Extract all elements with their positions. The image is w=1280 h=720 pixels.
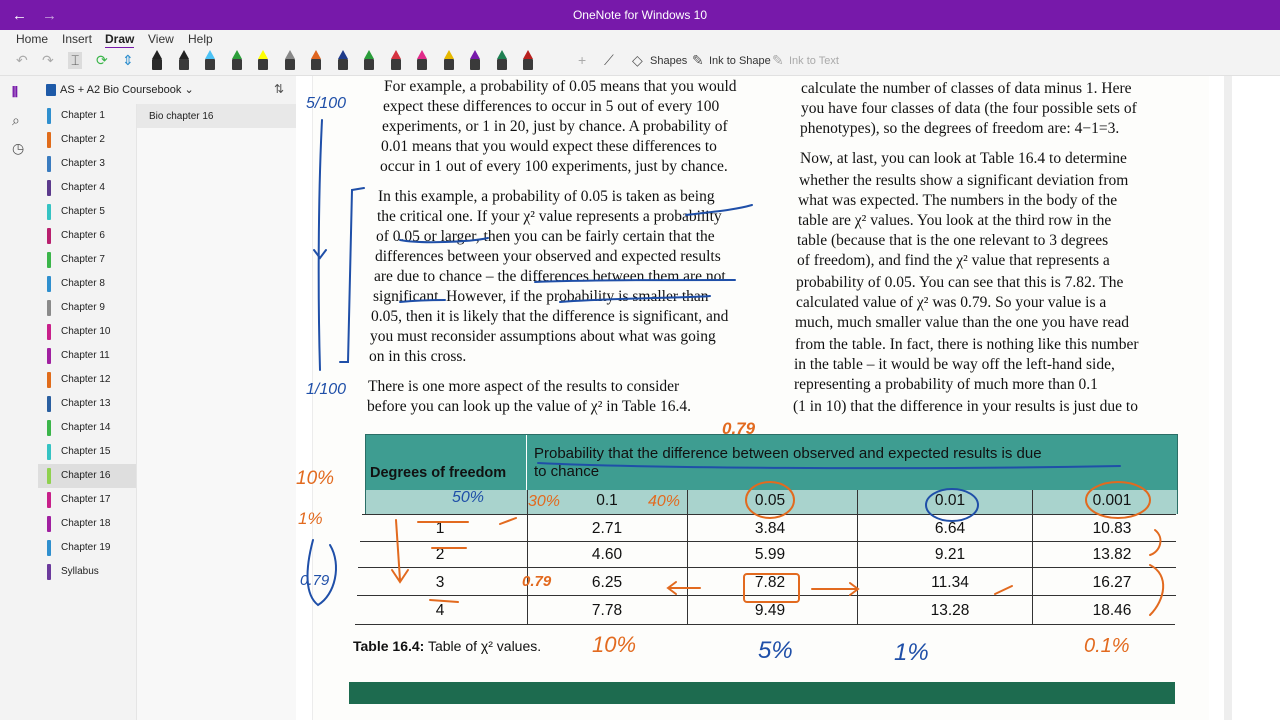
df-cell: 3 <box>435 574 445 591</box>
chi-square-cell: 5.99 <box>754 546 786 563</box>
recent-notes-icon[interactable]: ◷ <box>12 140 25 156</box>
undo-icon[interactable]: ↶ <box>16 52 28 68</box>
text-line: Now, at last, you can look at Table 16.4 to determine <box>800 150 1127 167</box>
section-item[interactable] <box>38 224 136 248</box>
probability-header-cell: 0.001 <box>1092 492 1132 509</box>
chi-square-cell: 18.46 <box>1092 602 1132 619</box>
section-label: Chapter 17 <box>61 494 111 505</box>
probability-header-cont: to chance <box>534 463 600 480</box>
pen-6-icon[interactable] <box>284 50 296 72</box>
table-row-line <box>357 595 1176 596</box>
ink-5-100: 5/100 <box>306 95 347 112</box>
section-item[interactable] <box>38 392 136 416</box>
forward-arrow-icon[interactable]: → <box>42 7 57 24</box>
ink-10pct-label: 10% <box>592 632 637 657</box>
probability-header-cell: 0.01 <box>934 492 966 509</box>
ink-to-text-icon[interactable]: ✎ <box>772 52 784 68</box>
section-color-tab <box>47 108 51 124</box>
table-col-line <box>857 490 858 624</box>
text-line: of freedom), and find the χ² value that represents a <box>797 252 1110 269</box>
redo-icon[interactable]: ↷ <box>42 52 54 68</box>
chi-square-cell: 16.27 <box>1092 574 1132 591</box>
section-label: Chapter 10 <box>61 326 111 337</box>
back-arrow-icon[interactable]: ← <box>12 7 27 24</box>
tab-insert[interactable]: Insert <box>62 32 93 46</box>
ribbon-tabs <box>0 30 1280 48</box>
probability-header-cell: 0.1 <box>596 492 618 509</box>
chi-square-cell: 6.25 <box>591 574 623 591</box>
section-label: Chapter 6 <box>61 230 105 241</box>
section-label: Chapter 14 <box>61 422 111 433</box>
section-item[interactable] <box>38 464 136 488</box>
section-item[interactable] <box>38 200 136 224</box>
text-line: calculate the number of classes of data minus 1. Here <box>801 80 1132 97</box>
text-line: of 0.05 or larger, then you can be fairly certain that the <box>376 228 715 245</box>
probability-header-cell: 0.05 <box>754 492 786 509</box>
ink-079-circled: 0.79 <box>300 572 330 589</box>
section-label: Chapter 18 <box>61 518 111 529</box>
section-item[interactable] <box>38 152 136 176</box>
probability-header: Probability that the difference between observed and expected results is due <box>534 445 1042 462</box>
ruler-icon[interactable]: ⟋ <box>604 52 614 68</box>
section-label: Chapter 4 <box>61 182 105 193</box>
section-color-tab <box>47 228 51 244</box>
draw-toolbar <box>0 48 1280 76</box>
table-header <box>365 434 1178 492</box>
tab-view[interactable]: View <box>148 32 174 46</box>
text-line: significant. However, if the probability is smaller than <box>373 288 709 305</box>
type-select-icon[interactable]: ⌶ <box>68 52 82 69</box>
section-item[interactable] <box>38 536 136 560</box>
section-item[interactable] <box>38 560 136 584</box>
pen-13-icon[interactable] <box>469 50 481 72</box>
pen-5-icon[interactable] <box>257 50 269 72</box>
pen-12-icon[interactable] <box>443 50 455 72</box>
add-space-icon[interactable]: ⇕ <box>122 52 134 68</box>
pen-10-icon[interactable] <box>390 50 402 72</box>
ink-30pct: 30% <box>528 493 561 510</box>
section-item[interactable] <box>38 296 136 320</box>
section-item[interactable] <box>38 440 136 464</box>
text-line: calculated value of χ² was 0.79. So your value is a <box>796 294 1107 311</box>
section-item[interactable] <box>38 248 136 272</box>
section-color-tab <box>47 516 51 532</box>
section-label: Chapter 3 <box>61 158 105 169</box>
pen-9-icon[interactable] <box>363 50 375 72</box>
ink-to-text-button[interactable]: Ink to Text <box>789 55 839 67</box>
chi-square-cell: 10.83 <box>1092 520 1132 537</box>
section-label: Chapter 19 <box>61 542 111 553</box>
section-label: Chapter 16 <box>61 470 111 481</box>
section-item[interactable] <box>38 320 136 344</box>
window-title: OneNote for Windows 10 <box>572 8 708 22</box>
section-color-tab <box>47 372 51 388</box>
section-label: Chapter 12 <box>61 374 111 385</box>
text-line: occur in 1 out of every 100 experiments, just by chance. <box>380 158 728 175</box>
section-color-tab <box>47 540 51 556</box>
text-line: probability of 0.05. You can see that this is 7.82. The <box>796 274 1124 291</box>
section-color-tab <box>47 132 51 148</box>
text-line: There is one more aspect of the results to consider <box>368 378 680 395</box>
section-item[interactable] <box>38 272 136 296</box>
section-color-tab <box>47 444 51 460</box>
section-label: Chapter 15 <box>61 446 111 457</box>
text-line: the critical one. If your χ² value represents a probability <box>377 208 722 225</box>
nav-rail <box>0 76 39 720</box>
text-line: whether the results show a significant deviation from <box>799 172 1129 189</box>
table-caption: Table 16.4: Table of χ² values. <box>353 638 542 654</box>
page-footer-bar <box>349 682 1175 704</box>
section-color-tab <box>47 180 51 196</box>
text-line: For example, a probability of 0.05 means that you would <box>384 78 737 95</box>
pen-8-icon[interactable] <box>337 50 349 72</box>
text-line: 0.05, then it is likely that the difference is significant, and <box>371 308 729 325</box>
ink-40pct: 40% <box>648 493 681 510</box>
df-header: Degrees of freedom <box>370 465 507 481</box>
section-color-tab <box>47 564 51 580</box>
chi-square-cell: 7.82 <box>754 574 786 591</box>
df-cell: 1 <box>435 520 445 537</box>
section-color-tab <box>47 396 51 412</box>
title-bar <box>0 0 1280 30</box>
section-label: Chapter 11 <box>61 350 110 361</box>
ink-10-percent: 10% <box>296 468 335 489</box>
chi-square-cell: 11.34 <box>931 574 969 591</box>
chi-square-cell: 9.21 <box>934 546 966 563</box>
pen-15-icon[interactable] <box>522 50 534 72</box>
section-label: Chapter 8 <box>61 278 105 289</box>
section-color-tab <box>47 468 51 484</box>
df-cell: 2 <box>435 546 445 563</box>
section-item[interactable] <box>38 368 136 392</box>
ink-5pct-label: 5% <box>758 637 793 664</box>
table-row-line <box>358 567 1176 568</box>
table-row-line <box>362 514 1176 515</box>
text-line: from the table. In fact, there is nothing like this number <box>795 336 1139 353</box>
text-line: on in this cross. <box>369 348 467 365</box>
search-icon[interactable]: ⌕ <box>12 112 20 128</box>
chi-square-cell: 2.71 <box>591 520 623 537</box>
section-label: Syllabus <box>61 566 99 577</box>
notebook-header[interactable] <box>38 76 296 104</box>
section-label: Chapter 13 <box>61 398 111 409</box>
pen-3-icon[interactable] <box>204 50 216 72</box>
text-line: representing a probability of much more than 0.1 <box>794 376 1098 393</box>
section-item[interactable] <box>38 176 136 200</box>
section-label: Chapter 5 <box>61 206 105 217</box>
section-item[interactable] <box>38 416 136 440</box>
section-label: Chapter 1 <box>61 110 105 121</box>
section-color-tab <box>47 420 51 436</box>
table-row-line <box>355 624 1175 625</box>
tab-help[interactable]: Help <box>188 32 213 46</box>
notebook-icon <box>46 84 56 96</box>
ink-50pct: 50% <box>452 489 485 506</box>
chi-square-cell: 4.60 <box>591 546 623 563</box>
ink-1-100: 1/100 <box>306 381 347 398</box>
sort-icon[interactable]: ⇅ <box>274 82 285 96</box>
section-color-tab <box>47 276 51 292</box>
text-line: 0.01 means that you would expect these differences to <box>381 138 717 155</box>
ink-1pct-label: 1% <box>894 639 929 666</box>
chi-square-cell: 13.82 <box>1092 546 1132 563</box>
chi-square-cell: 3.84 <box>754 520 786 537</box>
section-label: Chapter 2 <box>61 134 105 145</box>
shapes-icon[interactable]: ◇ <box>632 52 643 68</box>
section-color-tab <box>47 300 51 316</box>
text-line: differences between your observed and expected results <box>375 248 721 265</box>
section-color-tab <box>47 204 51 220</box>
section-item[interactable] <box>38 512 136 536</box>
section-label: Chapter 9 <box>61 302 105 313</box>
page-item[interactable] <box>137 104 297 128</box>
chi-square-cell: 6.64 <box>934 520 966 537</box>
notebooks-icon[interactable]: ⫴ <box>12 84 18 100</box>
pen-4-icon[interactable] <box>231 50 243 72</box>
section-color-tab <box>47 252 51 268</box>
section-color-tab <box>47 348 51 364</box>
text-line: table are χ² values. You look at the third row in the <box>798 212 1112 229</box>
text-line: experiments, or 1 in 20, just by chance. A probability of <box>382 118 728 135</box>
table-col-line <box>1032 490 1033 624</box>
chi-square-cell: 7.78 <box>591 602 623 619</box>
text-line: are due to chance – the differences between them are not <box>374 268 726 285</box>
text-line: In this example, a probability of 0.05 is taken as being <box>378 188 715 205</box>
pen-14-icon[interactable] <box>496 50 508 72</box>
lasso-select-icon[interactable]: ⟳ <box>96 52 108 68</box>
sections-list <box>38 104 136 720</box>
chi-square-cell: 13.28 <box>930 602 970 619</box>
section-item[interactable] <box>38 104 136 128</box>
section-color-tab <box>47 324 51 340</box>
pen-11-icon[interactable] <box>416 50 428 72</box>
ink-079-top: 0.79 <box>722 419 756 438</box>
text-line: you have four classes of data (the four possible sets of <box>801 100 1137 117</box>
pen-1-icon[interactable] <box>151 50 163 72</box>
text-line: before you can look up the value of χ² in Table 16.4. <box>367 398 691 415</box>
pages-list <box>136 104 297 720</box>
text-line: expect these differences to occur in 5 out of every 100 <box>383 98 720 115</box>
section-label: Chapter 7 <box>61 254 105 265</box>
pen-7-icon[interactable] <box>310 50 322 72</box>
ink-1-percent: 1% <box>298 509 323 528</box>
table-row-line <box>360 541 1176 542</box>
text-line: you must reconsider assumptions about what was going <box>370 328 716 345</box>
ink-to-shape-button[interactable]: Ink to Shape <box>709 55 771 67</box>
shapes-button[interactable]: Shapes <box>650 55 688 67</box>
text-line: (1 in 10) that the difference in your results is just due to <box>793 398 1138 415</box>
text-line: phenotypes), so the degrees of freedom are: 4−1=3. <box>800 120 1120 137</box>
pen-2-icon[interactable] <box>178 50 190 72</box>
section-item[interactable] <box>38 488 136 512</box>
table-col-line <box>527 490 528 624</box>
section-item[interactable] <box>38 128 136 152</box>
canvas-scrollbar[interactable] <box>1224 76 1232 720</box>
add-pen-icon[interactable]: + <box>578 52 587 68</box>
notebook-name[interactable]: AS + A2 Bio Coursebook ⌄ <box>60 84 194 96</box>
section-color-tab <box>47 156 51 172</box>
text-line: table (because that is the one relevant to 3 degrees <box>797 232 1109 249</box>
page-title: Bio chapter 16 <box>149 111 214 122</box>
ink-01pct-label: 0.1% <box>1084 635 1130 657</box>
section-color-tab <box>47 492 51 508</box>
table-col-line <box>687 490 688 624</box>
ink-to-shape-icon[interactable]: ✎ <box>692 52 704 68</box>
text-line: much, much smaller value than the one you have read <box>795 314 1129 331</box>
df-header-cell <box>366 435 527 491</box>
section-item[interactable] <box>38 344 136 368</box>
chi-square-cell: 9.49 <box>754 602 786 619</box>
tab-draw[interactable]: Draw <box>105 32 134 49</box>
tab-home[interactable]: Home <box>16 32 49 46</box>
text-line: what was expected. The numbers in the body of the <box>798 192 1118 209</box>
ink-079-row3: 0.79 <box>522 573 552 590</box>
text-line: in the table – it would be way off the left-hand side, <box>794 356 1115 373</box>
df-cell: 4 <box>435 602 445 619</box>
